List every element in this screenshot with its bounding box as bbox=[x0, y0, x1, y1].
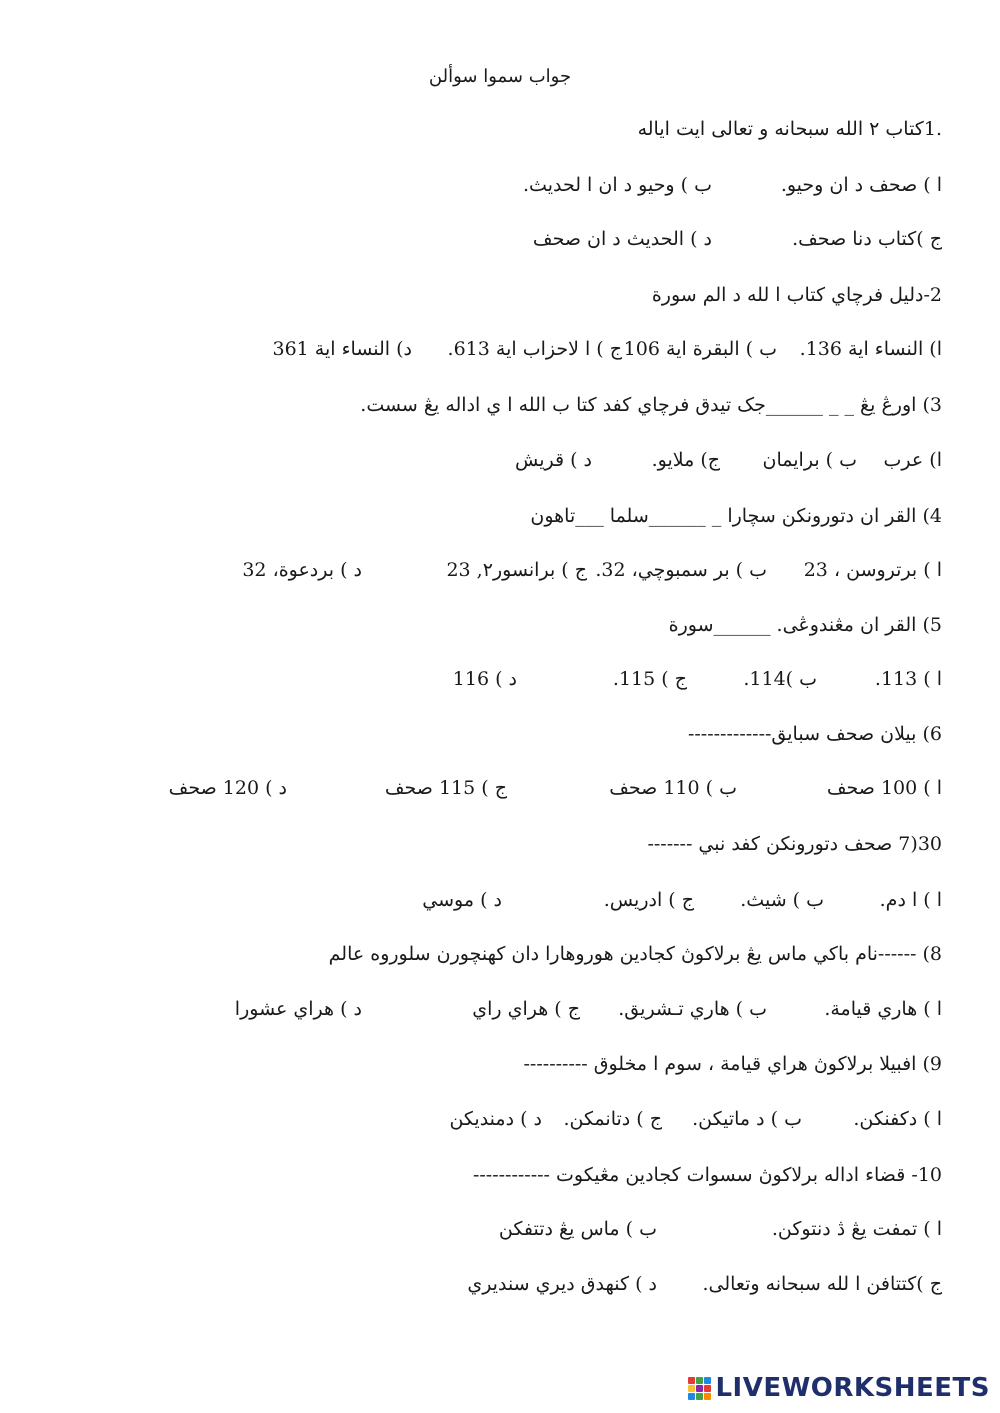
options-row bbox=[422, 665, 942, 693]
option-c: ج ) 115 صحف bbox=[384, 777, 507, 799]
option-d: د ) دمنديكن bbox=[449, 1108, 542, 1130]
question-7: 30(7 صحف دتورونكن كفد نبي ------- bbox=[647, 833, 942, 855]
option-a: ا ) 113. bbox=[874, 668, 942, 690]
question-9: 9) افبيلا برلاكوڽ هراي قيامة ، سوم ا مخلوق ---------- bbox=[523, 1053, 942, 1075]
option-d: د ) 120 صحف bbox=[168, 777, 287, 799]
options-row bbox=[192, 995, 942, 1023]
option-c: ج ) برانسور٢, 23 bbox=[446, 559, 587, 581]
option-d: د ) كنهدق ديري سنديري bbox=[467, 1273, 657, 1295]
option-c: ج )كتاب دنا صحف. bbox=[792, 228, 942, 250]
option-a: ا ) دكفنكن. bbox=[853, 1108, 942, 1130]
option-d: د ) موسي bbox=[422, 889, 502, 911]
option-c: ج) ملايو. bbox=[651, 449, 720, 471]
option-a: ا) عرب bbox=[883, 449, 942, 471]
option-b: ب ) وحيو د ان ا لحديث. bbox=[523, 174, 712, 196]
question-4: 4) القر ان دتورونكن سچارا _ ______سلما ___تاهون bbox=[530, 505, 942, 527]
option-a: ا ) صحف د ان وحيو. bbox=[780, 174, 942, 196]
option-a: ا) النساء اية 136. bbox=[799, 338, 942, 360]
options-row bbox=[152, 774, 942, 802]
question-2: 2-دليل فرچاي كتاب ا لله د الم سورة bbox=[651, 284, 942, 306]
option-b: ب ) البقرة اية 106 bbox=[623, 338, 777, 360]
option-b: ب ) ماس يڠ دتتفكن bbox=[498, 1218, 657, 1240]
page-title: جواب سموا سوألن bbox=[428, 66, 572, 87]
option-b: ب ) شيث. bbox=[740, 889, 824, 911]
options-row bbox=[222, 556, 942, 584]
options-row bbox=[362, 886, 942, 914]
question-1: .1كتاب ٢ الله سبحانه و تعالى ايت اياله bbox=[637, 118, 942, 140]
options-row bbox=[442, 1215, 942, 1243]
options-row bbox=[442, 446, 942, 474]
option-a: ا ) 100 صحف bbox=[826, 777, 942, 799]
option-a: ا ) ا دم. bbox=[879, 889, 942, 911]
option-d: د ) بردعوة، 32 bbox=[242, 559, 362, 581]
option-a: ا ) برتروسن ، 23 bbox=[803, 559, 942, 581]
options-row bbox=[202, 335, 942, 363]
options-row bbox=[442, 225, 942, 253]
question-5: 5) القر ان مڠندوڠى. ______سورة bbox=[668, 614, 942, 636]
option-c: ج ) ادريس. bbox=[603, 889, 694, 911]
question-10: 10- قضاء اداله برلاكوڽ سسوات كجادين مڠيكوت ------------ bbox=[472, 1164, 942, 1186]
logo-grid-icon bbox=[688, 1377, 711, 1400]
option-c: ج ) ا لاحزاب اية 613. bbox=[447, 338, 622, 360]
logo-text: LIVEWORKSHEETS bbox=[715, 1373, 990, 1403]
options-row bbox=[422, 1270, 942, 1298]
option-d: د ) 116 bbox=[452, 668, 517, 690]
option-c: ج ) هراي راي bbox=[472, 998, 580, 1020]
option-b: ب ) هاري تـشريق. bbox=[618, 998, 767, 1020]
option-b: ب ) 110 صحف bbox=[609, 777, 737, 799]
option-d: د ) قريش bbox=[514, 449, 592, 471]
option-b: ب ) د ماتيكن. bbox=[692, 1108, 802, 1130]
question-6: 6) بيلان صحف سبايق------------- bbox=[687, 723, 942, 745]
question-8: 8) ------نام باكي ماس يڠ برلاكوڽ كجادين هوروهارا دان كهنچورن سلوروه عالم bbox=[328, 943, 942, 965]
option-d: د ) هراي عشورا bbox=[234, 998, 362, 1020]
option-b: ب ) بر سمبوچي، 32. bbox=[595, 559, 767, 581]
options-row bbox=[402, 1105, 942, 1133]
question-3: 3) اورڠ يڠ _ _ ______جک تيدق فرچاي كفد كتا ب الله ا ي اداله يڠ سست. bbox=[360, 394, 942, 416]
option-b: ب ) برايمان bbox=[762, 449, 857, 471]
options-row bbox=[442, 171, 942, 199]
option-b: ب )114. bbox=[743, 668, 817, 690]
option-c: ج )كتتافن ا لله سبحانه وتعالى. bbox=[702, 1273, 942, 1295]
option-c: ج ) 115. bbox=[612, 668, 687, 690]
option-d: د ) الحديث د ان صحف bbox=[532, 228, 712, 250]
option-a: ا ) تمفت يڠ ڎ دنتوكن. bbox=[771, 1218, 942, 1240]
option-c: ج ) دتانمكن. bbox=[563, 1108, 662, 1130]
liveworksheets-logo[interactable] bbox=[688, 1373, 990, 1403]
option-d: د) النساء اية 361 bbox=[272, 338, 412, 360]
option-a: ا ) هاري قيامة. bbox=[824, 998, 942, 1020]
